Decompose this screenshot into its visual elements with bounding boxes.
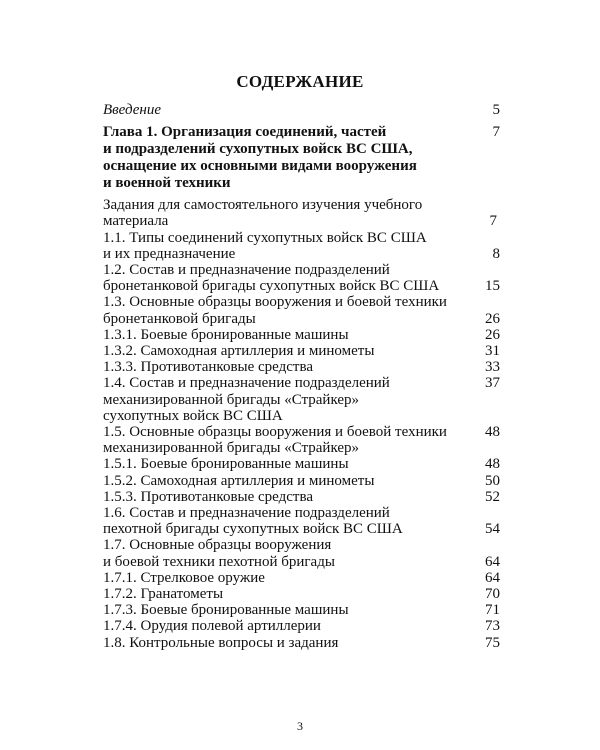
- toc-entry-1-7[interactable]: [103, 537, 500, 569]
- toc-entry-page: 37: [485, 375, 500, 392]
- toc-entry-text: 1.3.2. Самоходная артиллерия и минометы: [103, 343, 375, 360]
- toc-entry-page: 5: [492, 102, 500, 118]
- toc-entry-text: 1.7.2. Гранатометы: [103, 586, 224, 603]
- toc-entry-page: 73: [485, 618, 500, 635]
- toc-entry-text: 1.5.3. Противотанковые средства: [103, 488, 314, 505]
- toc-entry-text: Задания для самостоятельного изучения учебного материала: [103, 197, 423, 230]
- toc-entry-text: 1.7.3. Боевые бронированные машины: [103, 602, 349, 619]
- toc-entry-1-7-3[interactable]: [103, 602, 500, 618]
- toc-entry-text: 1.5. Основные образцы вооружения и боевой техники механизированной бригады «Страйкер»: [103, 424, 447, 457]
- toc-entry-1-3-2[interactable]: [103, 343, 500, 359]
- page-title: СОДЕРЖАНИЕ: [236, 72, 364, 91]
- toc-entry-text: 1.3. Основные образцы вооружения и боевой техники бронетанковой бригады: [103, 294, 447, 327]
- toc-entry-page: 8: [492, 245, 500, 262]
- toc-entry-text: 1.7.4. Орудия полевой артиллерии: [103, 618, 321, 635]
- toc-entry-page: 7: [492, 124, 500, 141]
- toc-entry-page: 31: [485, 343, 500, 360]
- toc-entry-text: 1.3.3. Противотанковые средства: [103, 359, 314, 376]
- toc-entry-self-study-tasks[interactable]: [103, 197, 500, 229]
- toc-entry-page: 54: [485, 521, 500, 538]
- toc-entry-1-3-3[interactable]: [103, 359, 500, 375]
- toc-entry-1-1[interactable]: [103, 230, 500, 262]
- toc-entry-1-3[interactable]: [103, 294, 500, 326]
- toc-entry-page: 48: [485, 424, 500, 441]
- toc-entry-1-8[interactable]: [103, 635, 500, 651]
- toc-entry-1-7-4[interactable]: [103, 618, 500, 634]
- toc-entry-text: Глава 1. Организация соединений, частей и подразделений сухопутных войск ВС США, оснащение их основными видами вооружения и военной техники: [103, 124, 417, 192]
- toc-entry-1-7-2[interactable]: [103, 586, 500, 602]
- toc-entry-text: 1.6. Состав и предназначение подразделений пехотной бригады сухопутных войск ВС США: [103, 505, 403, 538]
- toc-entry-1-5-3[interactable]: [103, 489, 500, 505]
- toc-entry-page: 26: [485, 326, 500, 343]
- toc-entry-1-2[interactable]: [103, 262, 500, 294]
- toc-entry-page: 71: [485, 602, 500, 619]
- toc-entry-chapter-1[interactable]: [103, 124, 500, 192]
- toc-entry-page: 48: [485, 456, 500, 473]
- page-number: 3: [297, 719, 303, 733]
- toc-entry-introduction[interactable]: [103, 102, 500, 118]
- toc-entry-text: 1.3.1. Боевые бронированные машины: [103, 326, 349, 343]
- toc-entry-text: 1.7. Основные образцы вооружения и боевой техники пехотной бригады: [103, 537, 335, 570]
- toc-entry-1-3-1[interactable]: [103, 327, 500, 343]
- toc-entry-1-7-1[interactable]: [103, 570, 500, 586]
- toc-entry-1-5[interactable]: [103, 424, 500, 456]
- toc-entry-page: 64: [485, 553, 500, 570]
- toc-entry-1-4[interactable]: [103, 375, 500, 424]
- toc-entry-1-5-1[interactable]: [103, 456, 500, 472]
- toc-entry-page: 50: [485, 472, 500, 489]
- toc-entry-page: 26: [485, 310, 500, 327]
- toc-entry-1-5-2[interactable]: [103, 473, 500, 489]
- toc-entry-page: 64: [485, 569, 500, 586]
- toc-entry-text: 1.1. Типы соединений сухопутных войск ВС США и их предназначение: [103, 229, 427, 262]
- table-of-contents: [103, 102, 500, 651]
- toc-entry-1-6[interactable]: [103, 505, 500, 537]
- toc-entry-page: 70: [485, 586, 500, 603]
- toc-entry-page: 15: [485, 278, 500, 295]
- toc-entry-text: 1.5.2. Самоходная артиллерия и минометы: [103, 472, 375, 489]
- toc-entry-text: Введение: [103, 102, 161, 118]
- toc-entry-page: 33: [485, 359, 500, 376]
- toc-entry-text: 1.7.1. Стрелковое оружие: [103, 569, 265, 586]
- toc-entry-text: 1.8. Контрольные вопросы и задания: [103, 634, 339, 651]
- toc-entry-page: 52: [485, 488, 500, 505]
- toc-entry-text: 1.2. Состав и предназначение подразделений бронетанковой бригады сухопутных войск ВС США: [103, 262, 440, 295]
- toc-entry-text: 1.4. Состав и предназначение подразделений механизированной бригады «Страйкер» сухопутных войск ВС США: [103, 375, 390, 424]
- toc-entry-page: 75: [485, 634, 500, 651]
- toc-entry-text: 1.5.1. Боевые бронированные машины: [103, 456, 349, 473]
- toc-entry-page: 7: [489, 213, 497, 230]
